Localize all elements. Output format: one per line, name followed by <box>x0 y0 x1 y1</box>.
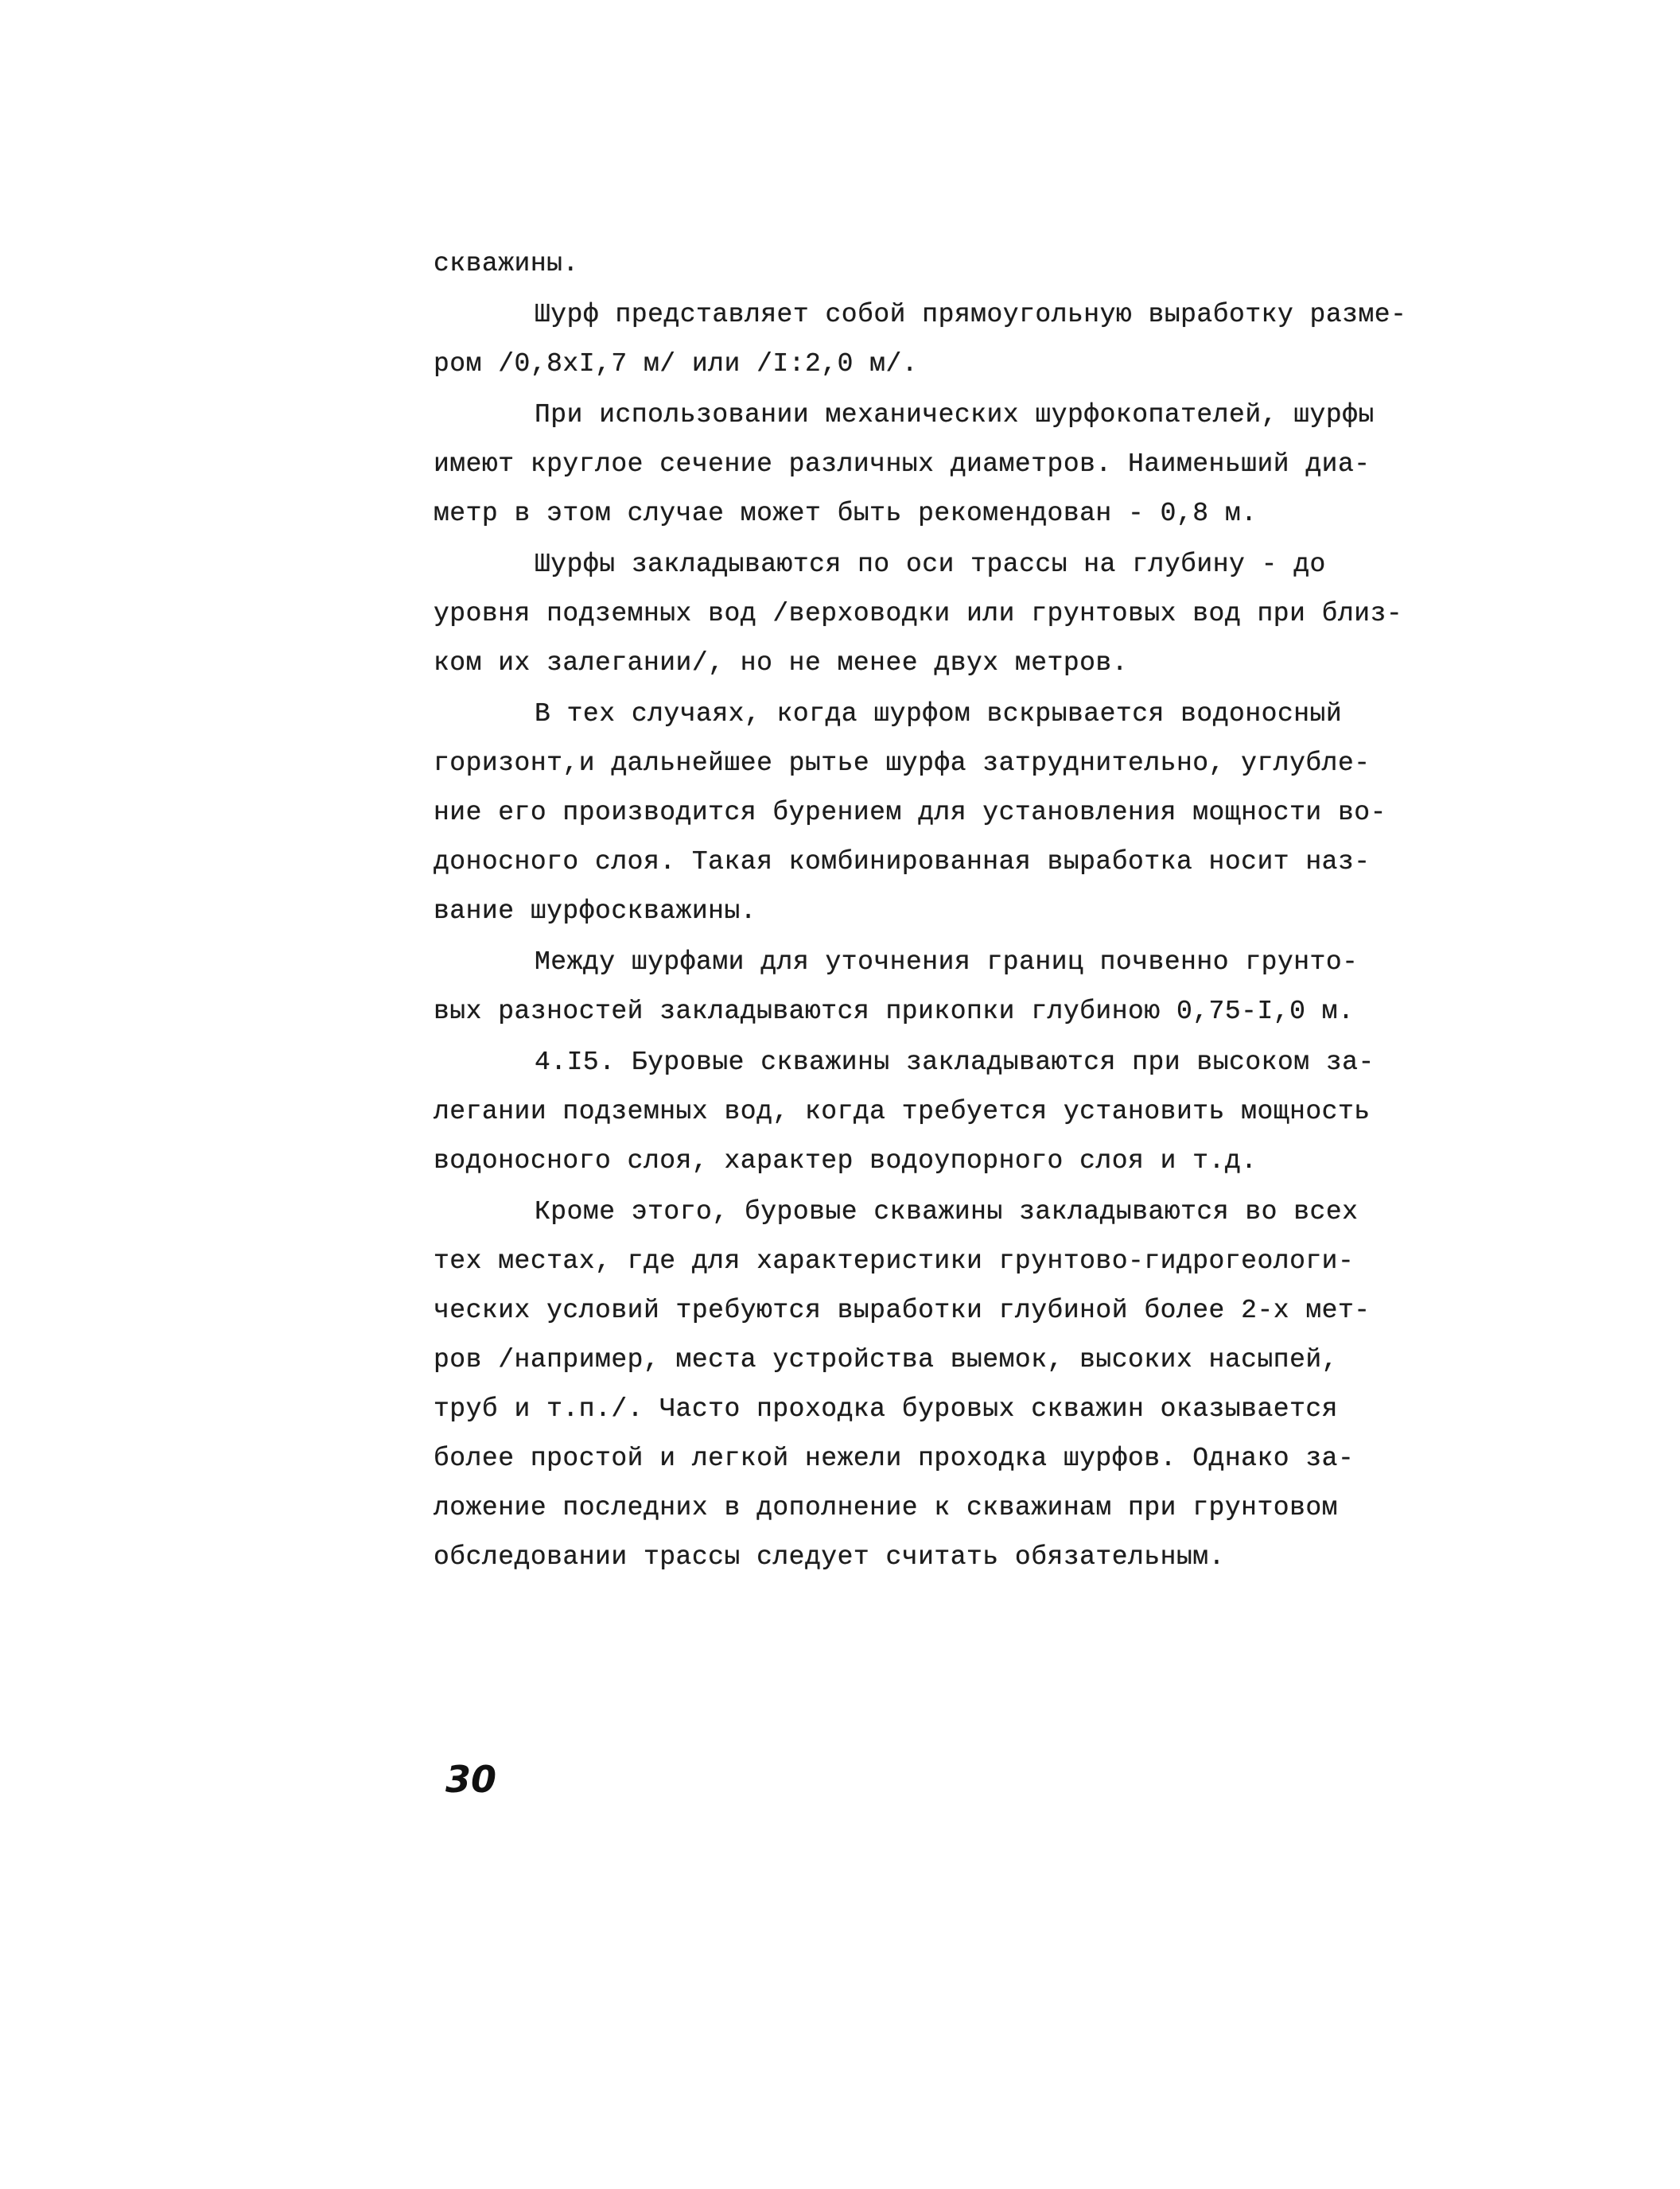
text-line: доносного слоя. Такая комбинированная выработка носит наз- <box>434 847 1371 877</box>
paragraph-first-line: Шурфы закладываются по оси трассы на глубину - до <box>535 550 1326 579</box>
text-line: обследовании трассы следует считать обязательным. <box>434 1542 1225 1572</box>
text-line: труб и т.п./. Часто проходка буровых скважин оказывается <box>434 1394 1338 1424</box>
text-line: имеют круглое сечение различных диаметров. Наименьший диа- <box>434 449 1371 479</box>
text-line: скважины. <box>434 249 579 278</box>
text-line: горизонт,и дальнейшее рытье шурфа затруднительно, углубле- <box>434 748 1371 778</box>
page-number: 30 <box>445 1758 497 1801</box>
paragraph-first-line: 4.I5. Буровые скважины закладываются при высоком за- <box>535 1048 1375 1077</box>
paragraph-first-line: При использовании механических шурфокопателей, шурфы <box>535 400 1375 430</box>
text-line: легании подземных вод, когда требуется установить мощность <box>434 1097 1371 1126</box>
paragraph-first-line: Кроме этого, буровые скважины закладываются во всех <box>535 1197 1359 1227</box>
paragraph-first-line: Между шурфами для уточнения границ почвенно грунто- <box>535 947 1359 977</box>
text-line: более простой и легкой нежели проходка шурфов. Однако за- <box>434 1444 1355 1473</box>
text-line: вых разностей закладываются прикопки глубиною 0,75-I,0 м. <box>434 997 1355 1026</box>
paragraph-first-line: Шурф представляет собой прямоугольную выработку разме- <box>535 300 1407 329</box>
text-line: тех местах, где для характеристики грунтово-гидрогеологи- <box>434 1246 1355 1276</box>
paragraph-first-line: В тех случаях, когда шурфом вскрывается водоносный <box>535 699 1343 729</box>
text-line: метр в этом случае может быть рекомендован - 0,8 м. <box>434 499 1258 528</box>
text-line: ложение последних в дополнение к скважинам при грунтовом <box>434 1493 1338 1522</box>
text-line: ческих условий требуются выработки глубиной более 2-х мет- <box>434 1296 1371 1325</box>
text-line: уровня подземных вод /верховодки или грунтовых вод при близ- <box>434 599 1403 628</box>
text-line: ров /например, места устройства выемок, высоких насыпей, <box>434 1345 1338 1374</box>
text-line: ние его производится бурением для установления мощности во- <box>434 798 1386 827</box>
text-line: водоносного слоя, характер водоупорного слоя и т.д. <box>434 1146 1258 1176</box>
text-line: ром /0,8хI,7 м/ или /I:2,0 м/. <box>434 349 919 379</box>
text-line: ком их залегании/, но не менее двух метров. <box>434 648 1129 678</box>
text-line: вание шурфоскважины. <box>434 896 757 926</box>
